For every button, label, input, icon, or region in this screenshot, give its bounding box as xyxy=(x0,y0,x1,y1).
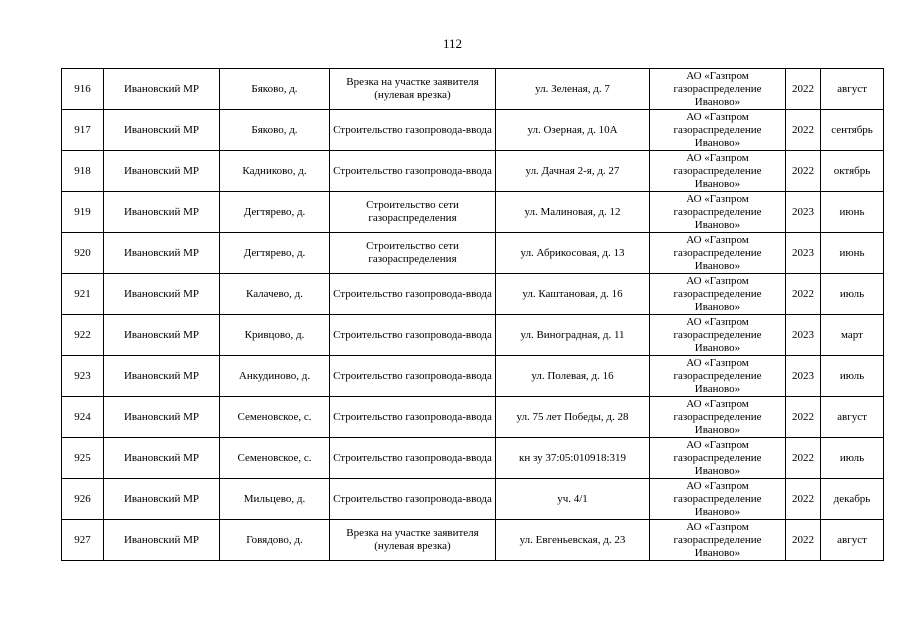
address-cell: ул. Озерная, д. 10А xyxy=(496,110,650,151)
settlement-cell: Семеновское, с. xyxy=(220,438,330,479)
organization-cell: АО «Газпром газораспределение Иваново» xyxy=(650,315,786,356)
organization-cell: АО «Газпром газораспределение Иваново» xyxy=(650,69,786,110)
table-row xyxy=(62,479,884,520)
row-number-cell: 920 xyxy=(62,233,104,274)
work-type-cell: Строительство газопровода-ввода xyxy=(330,274,496,315)
district-cell: Ивановский МР xyxy=(104,274,220,315)
organization-cell: АО «Газпром газораспределение Иваново» xyxy=(650,192,786,233)
table-row xyxy=(62,274,884,315)
work-type-cell: Врезка на участке заявителя (нулевая врезка) xyxy=(330,69,496,110)
organization-cell: АО «Газпром газораспределение Иваново» xyxy=(650,110,786,151)
work-type-cell: Строительство газопровода-ввода xyxy=(330,479,496,520)
row-number-cell: 921 xyxy=(62,274,104,315)
year-cell: 2023 xyxy=(786,315,821,356)
work-type-cell: Строительство газопровода-ввода xyxy=(330,315,496,356)
organization-cell: АО «Газпром газораспределение Иваново» xyxy=(650,520,786,561)
row-number-cell: 923 xyxy=(62,356,104,397)
work-type-cell: Строительство сети газораспределения xyxy=(330,192,496,233)
organization-cell: АО «Газпром газораспределение Иваново» xyxy=(650,274,786,315)
district-cell: Ивановский МР xyxy=(104,192,220,233)
table-row xyxy=(62,192,884,233)
month-cell: июнь xyxy=(821,233,884,274)
page-number: 112 xyxy=(442,36,463,51)
table-row xyxy=(62,356,884,397)
month-cell: июль xyxy=(821,356,884,397)
year-cell: 2022 xyxy=(786,397,821,438)
row-number-cell: 919 xyxy=(62,192,104,233)
district-cell: Ивановский МР xyxy=(104,356,220,397)
organization-cell: АО «Газпром газораспределение Иваново» xyxy=(650,479,786,520)
district-cell: Ивановский МР xyxy=(104,438,220,479)
settlement-cell: Семеновское, с. xyxy=(220,397,330,438)
address-cell: ул. Зеленая, д. 7 xyxy=(496,69,650,110)
work-type-cell: Строительство газопровода-ввода xyxy=(330,110,496,151)
month-cell: июль xyxy=(821,438,884,479)
year-cell: 2022 xyxy=(786,151,821,192)
address-cell: кн зу 37:05:010918:319 xyxy=(496,438,650,479)
month-cell: декабрь xyxy=(821,479,884,520)
work-type-cell: Врезка на участке заявителя (нулевая врезка) xyxy=(330,520,496,561)
row-number-cell: 926 xyxy=(62,479,104,520)
gasification-table xyxy=(61,68,884,561)
district-cell: Ивановский МР xyxy=(104,397,220,438)
table-row xyxy=(62,233,884,274)
row-number-cell: 927 xyxy=(62,520,104,561)
address-cell: ул. Виноградная, д. 11 xyxy=(496,315,650,356)
organization-cell: АО «Газпром газораспределение Иваново» xyxy=(650,356,786,397)
year-cell: 2023 xyxy=(786,233,821,274)
work-type-cell: Строительство газопровода-ввода xyxy=(330,356,496,397)
month-cell: август xyxy=(821,520,884,561)
address-cell: ул. Абрикосовая, д. 13 xyxy=(496,233,650,274)
year-cell: 2022 xyxy=(786,69,821,110)
month-cell: июнь xyxy=(821,192,884,233)
district-cell: Ивановский МР xyxy=(104,315,220,356)
settlement-cell: Анкудиново, д. xyxy=(220,356,330,397)
address-cell: ул. Малиновая, д. 12 xyxy=(496,192,650,233)
row-number-cell: 916 xyxy=(62,69,104,110)
table-row xyxy=(62,69,884,110)
table-row xyxy=(62,438,884,479)
table-row xyxy=(62,110,884,151)
organization-cell: АО «Газпром газораспределение Иваново» xyxy=(650,233,786,274)
year-cell: 2022 xyxy=(786,110,821,151)
year-cell: 2022 xyxy=(786,438,821,479)
district-cell: Ивановский МР xyxy=(104,233,220,274)
settlement-cell: Кадниково, д. xyxy=(220,151,330,192)
row-number-cell: 922 xyxy=(62,315,104,356)
district-cell: Ивановский МР xyxy=(104,479,220,520)
work-type-cell: Строительство газопровода-ввода xyxy=(330,397,496,438)
row-number-cell: 924 xyxy=(62,397,104,438)
month-cell: август xyxy=(821,397,884,438)
month-cell: март xyxy=(821,315,884,356)
year-cell: 2022 xyxy=(786,274,821,315)
work-type-cell: Строительство газопровода-ввода xyxy=(330,151,496,192)
work-type-cell: Строительство сети газораспределения xyxy=(330,233,496,274)
year-cell: 2023 xyxy=(786,356,821,397)
work-type-cell: Строительство газопровода-ввода xyxy=(330,438,496,479)
settlement-cell: Калачево, д. xyxy=(220,274,330,315)
settlement-cell: Дегтярево, д. xyxy=(220,233,330,274)
table-row xyxy=(62,151,884,192)
district-cell: Ивановский МР xyxy=(104,110,220,151)
row-number-cell: 925 xyxy=(62,438,104,479)
address-cell: ул. Полевая, д. 16 xyxy=(496,356,650,397)
district-cell: Ивановский МР xyxy=(104,69,220,110)
year-cell: 2022 xyxy=(786,520,821,561)
settlement-cell: Кривцово, д. xyxy=(220,315,330,356)
settlement-cell: Бяково, д. xyxy=(220,69,330,110)
table-row xyxy=(62,520,884,561)
settlement-cell: Мильцево, д. xyxy=(220,479,330,520)
table-row xyxy=(62,315,884,356)
organization-cell: АО «Газпром газораспределение Иваново» xyxy=(650,151,786,192)
table-body xyxy=(62,69,884,561)
address-cell: ул. Дачная 2-я, д. 27 xyxy=(496,151,650,192)
organization-cell: АО «Газпром газораспределение Иваново» xyxy=(650,438,786,479)
district-cell: Ивановский МР xyxy=(104,151,220,192)
month-cell: июль xyxy=(821,274,884,315)
year-cell: 2022 xyxy=(786,479,821,520)
year-cell: 2023 xyxy=(786,192,821,233)
settlement-cell: Говядово, д. xyxy=(220,520,330,561)
settlement-cell: Дегтярево, д. xyxy=(220,192,330,233)
row-number-cell: 918 xyxy=(62,151,104,192)
address-cell: ул. Евгеньевская, д. 23 xyxy=(496,520,650,561)
organization-cell: АО «Газпром газораспределение Иваново» xyxy=(650,397,786,438)
row-number-cell: 917 xyxy=(62,110,104,151)
district-cell: Ивановский МР xyxy=(104,520,220,561)
month-cell: октябрь xyxy=(821,151,884,192)
address-cell: уч. 4/1 xyxy=(496,479,650,520)
address-cell: ул. Каштановая, д. 16 xyxy=(496,274,650,315)
month-cell: сентябрь xyxy=(821,110,884,151)
address-cell: ул. 75 лет Победы, д. 28 xyxy=(496,397,650,438)
month-cell: август xyxy=(821,69,884,110)
table-row xyxy=(62,397,884,438)
settlement-cell: Бяково, д. xyxy=(220,110,330,151)
